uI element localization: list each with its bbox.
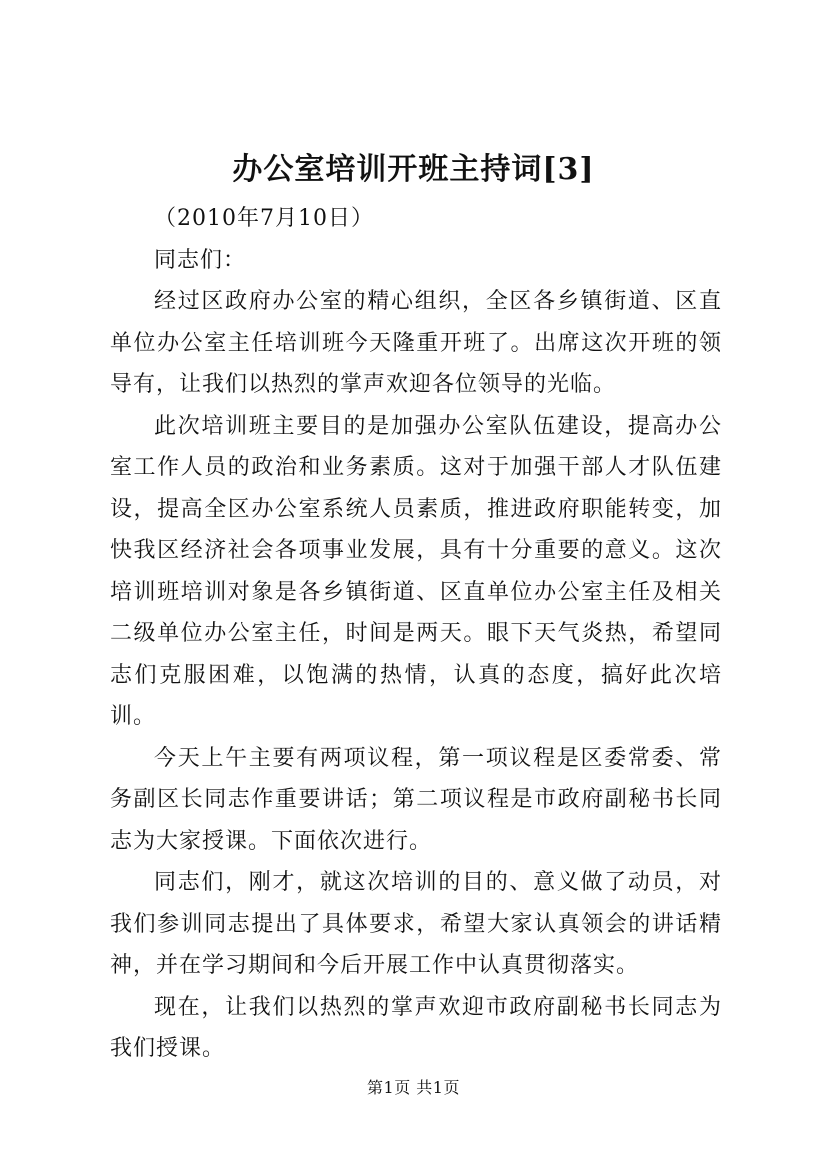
- body-paragraph: 此次培训班主要目的是加强办公室队伍建设，提高办公室工作人员的政治和业务素质。这对于加强干部人才队伍建设，提高全区办公室系统人员素质，推进政府职能转变，加快我区经济社会各项事业发展，具有十分重要的意义。这次培训班培训对象是各乡镇街道、区直单位办公室主任及相关二级单位办公室主任，时间是两天。眼下天气炎热，希望同志们克服困难，以饱满的热情，认真的态度，搞好此次培训。: [110, 413, 722, 729]
- body-paragraph: 今天上午主要有两项议程，第一项议程是区委常委、常务副区长同志作重要讲话；第二项议程是市政府副秘书长同志为大家授课。下面依次进行。: [110, 745, 722, 854]
- body-paragraph: 经过区政府办公室的精心组织，全区各乡镇街道、区直单位办公室主任培训班今天隆重开班了。出席这次开班的领导有，让我们以热烈的掌声欢迎各位领导的光临。: [110, 289, 722, 397]
- salutation: 同志们：: [154, 247, 247, 273]
- document-body: [110, 198, 722, 1070]
- page-number-footer: 第1页 共1页: [367, 1078, 460, 1097]
- body-paragraph: 同志们，刚才，就这次培训的目的、意义做了动员，对我们参训同志提出了具体要求，希望大家认真领会的讲话精神，并在学习期间和今后开展工作中认真贯彻落实。: [110, 870, 722, 978]
- body-paragraph: 现在，让我们以热烈的掌声欢迎市政府副秘书长同志为我们授课。: [110, 994, 722, 1061]
- document-title: 办公室培训开班主持词[3]: [232, 152, 595, 187]
- date-line: （2010年7月10日）: [154, 206, 374, 231]
